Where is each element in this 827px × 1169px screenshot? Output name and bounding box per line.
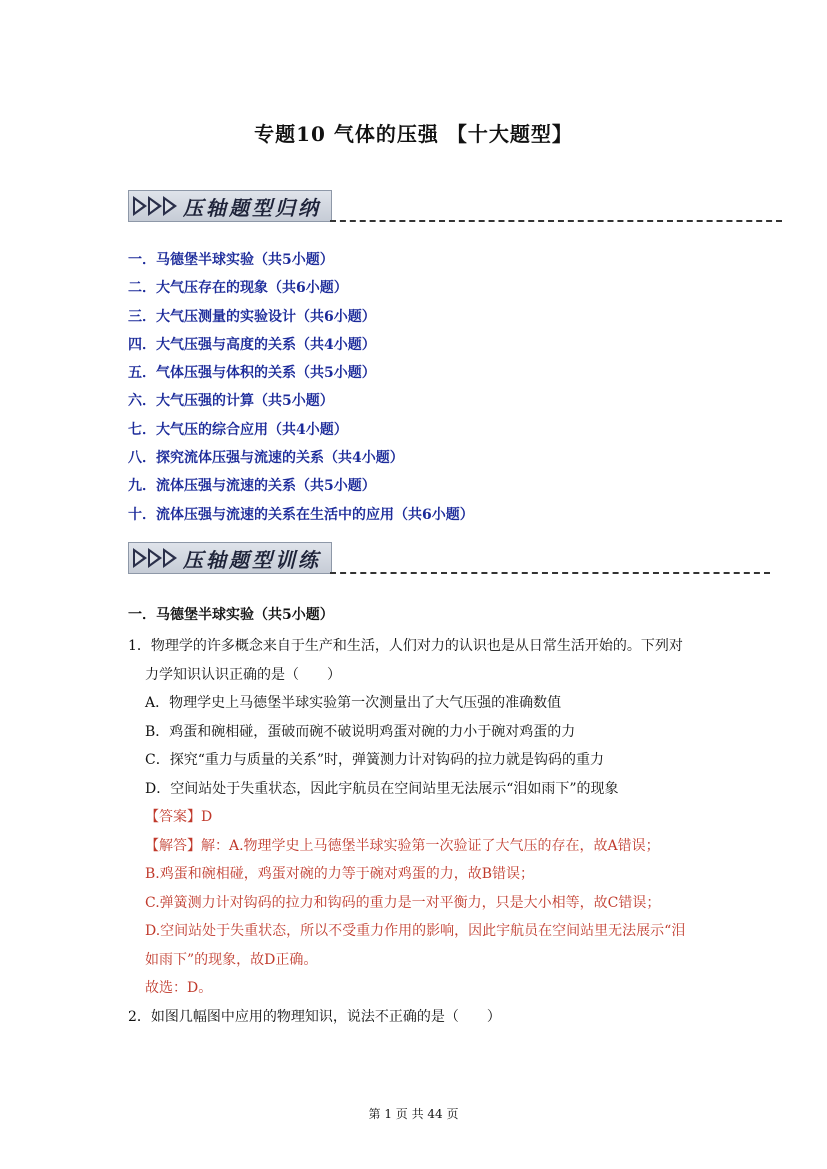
section-heading: 一．马德堡半球实验（共5小题） — [128, 607, 334, 623]
training-banner-label: 压轴题型训练 — [183, 547, 321, 572]
training-banner — [128, 540, 332, 574]
option-c: C．探究“重力与质量的关系”时，弹簧测力计对钩码的拉力就是钩码的重力 — [145, 752, 605, 768]
summary-banner — [128, 188, 332, 222]
analysis-line: C.弹簧测力计对钩码的拉力和钩码的重力是一对平衡力，只是大小相等，故C错误； — [145, 894, 661, 911]
summary-banner-box — [128, 190, 332, 222]
question-1 — [128, 632, 708, 1003]
training-divider — [330, 572, 770, 574]
question-stem: 力学知识认识正确的是（ ） — [145, 666, 341, 683]
triple-arrow-icon — [133, 548, 177, 568]
analysis-line: 【解答】解：A.物理学史上马德堡半球实验第一次验证了大气压的存在，故A错误； — [145, 837, 660, 854]
toc-list — [128, 250, 474, 533]
toc-item[interactable]: 三．大气压测量的实验设计（共6小题） — [128, 308, 376, 325]
toc-item[interactable]: 五．气体压强与体积的关系（共5小题） — [128, 365, 376, 382]
option-b: B．鸡蛋和碗相碰，蛋破而碗不破说明鸡蛋对碗的力小于碗对鸡蛋的力 — [145, 723, 576, 740]
question-stem: 1．物理学的许多概念来自于生产和生活，人们对力的认识也是从日常生活开始的。下列对 — [128, 638, 683, 654]
triple-arrow-icon — [133, 196, 177, 216]
summary-banner-label: 压轴题型归纳 — [183, 195, 321, 220]
summary-divider — [330, 220, 782, 222]
section-content — [128, 604, 708, 1031]
toc-item[interactable]: 七．大气压的综合应用（共4小题） — [128, 421, 348, 438]
toc-item[interactable]: 六．大气压强的计算（共5小题） — [128, 393, 334, 410]
analysis-line: D.空间站处于失重状态，所以不受重力作用的影响，因此宇航员在空间站里无法展示“泪 — [145, 923, 686, 939]
answer: 【答案】D — [145, 809, 213, 825]
analysis-line: B.鸡蛋和碗相碰，鸡蛋对碗的力等于碗对鸡蛋的力，故B错误； — [145, 866, 535, 882]
page-footer: 第 1 页 共 44 页 — [368, 1107, 459, 1121]
analysis-line: 如雨下”的现象，故D正确。 — [145, 951, 318, 968]
toc-item[interactable]: 九．流体压强与流速的关系（共5小题） — [128, 478, 376, 495]
analysis-line: 故选：D。 — [145, 980, 213, 996]
question-stem: 2．如图几幅图中应用的物理知识，说法不正确的是（ ） — [128, 1008, 501, 1025]
toc-item[interactable]: 二．大气压存在的现象（共6小题） — [128, 280, 348, 297]
toc-item[interactable]: 一．马德堡半球实验（共5小题） — [128, 252, 334, 268]
option-a: A．物理学史上马德堡半球实验第一次测量出了大气压强的准确数值 — [145, 695, 562, 711]
page-title: 专题10 气体的压强 【十大题型】 — [254, 122, 573, 146]
question-2 — [128, 1003, 708, 1032]
training-banner-box — [128, 542, 332, 574]
toc-item[interactable]: 四．大气压强与高度的关系（共4小题） — [128, 336, 376, 353]
toc-item[interactable]: 八．探究流体压强与流速的关系（共4小题） — [128, 450, 404, 467]
option-d: D．空间站处于失重状态，因此宇航员在空间站里无法展示“泪如雨下”的现象 — [145, 780, 619, 797]
toc-item[interactable]: 十．流体压强与流速的关系在生活中的应用（共6小题） — [128, 506, 474, 523]
